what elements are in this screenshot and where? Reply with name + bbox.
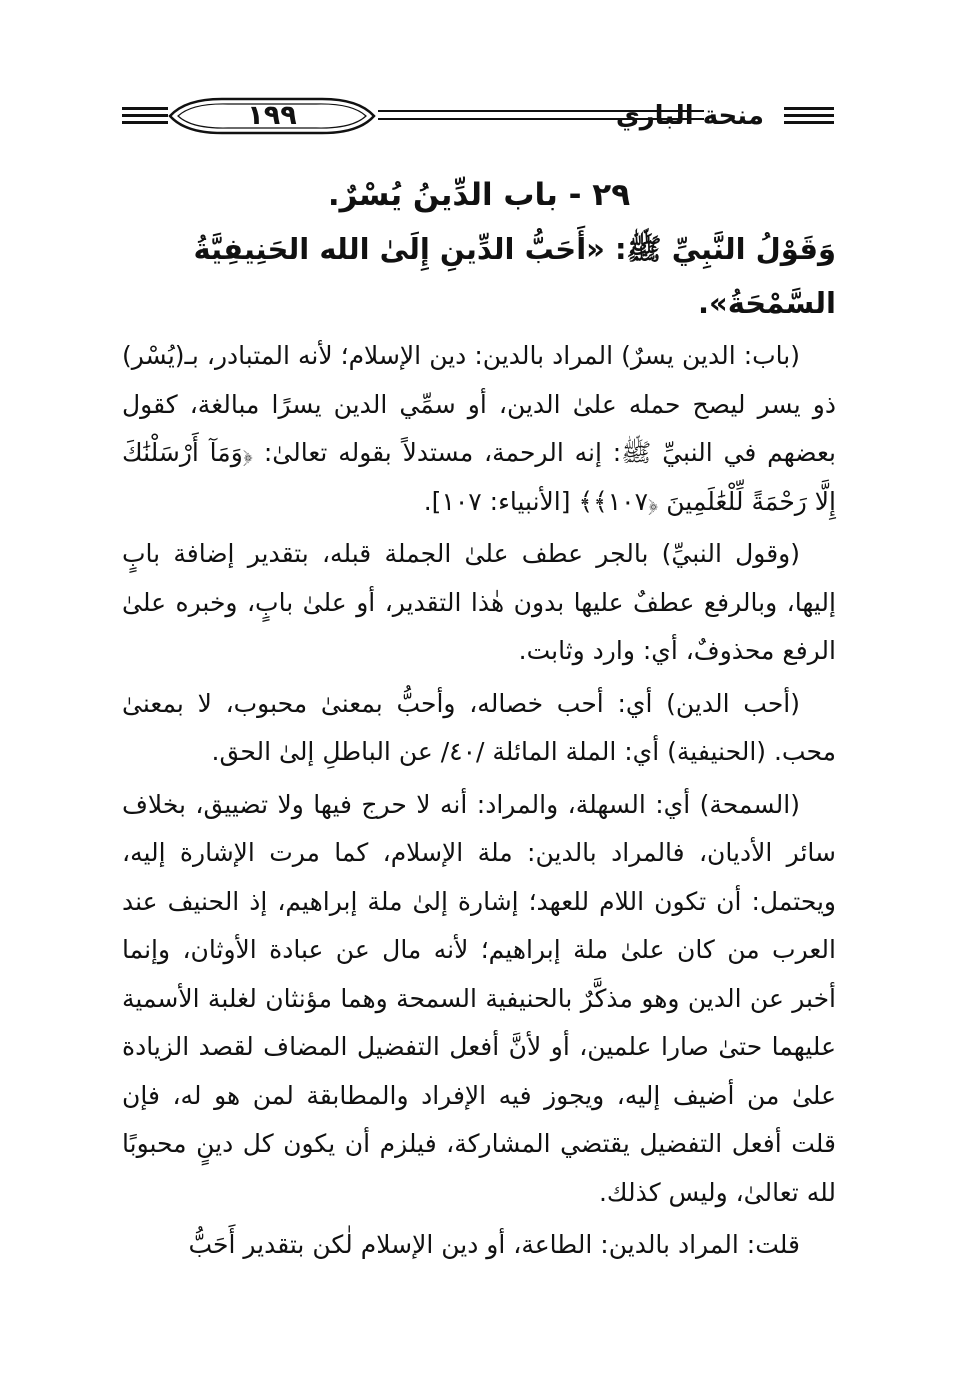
commentary-paragraph: قلت: المراد بالدين: الطاعة، أو دين الإسلام لٰكن بتقدير أَحَبُّ xyxy=(188,1230,800,1259)
commentary-paragraph: (وقول النبيِّ) بالجر عطف علىٰ الجملة قبله، بتقدير إضافة بابٍ إليها، وبالرفع عطفٌ عليها بدون هٰذا التقدير، أو علىٰ بابٍ، وخبره علىٰ الرفع محذوفٌ، أي: وارد وثابت. xyxy=(122,539,836,665)
page-number-badge xyxy=(166,96,378,136)
header-rule-left-2 xyxy=(122,114,168,117)
header-rule-right-2 xyxy=(784,114,834,117)
page-body xyxy=(122,168,836,1274)
commentary-paragraph: (باب: الدين يسرٌ) المراد بالدين: دين الإسلام؛ لأنه المتبادر، بـ(يُسْر) ذو يسر ليصح حمله علىٰ الدين، أو سمِّي الدين يسرًا مبالغة، كقول بعضهم في النبيِّ ﷺ: إنه الرحمة، مستدلاً بقوله تعالىٰ: ﴿وَمَآ أَرْسَلْنَٰكَ إِلَّا رَحْمَةً لِّلْعَٰلَمِينَ ﴿١٠٧﴾﴾ [الأنبياء: ١٠٧]. xyxy=(122,341,836,516)
commentary-paragraph: (أحب الدين) أي: أحب خصاله، وأحبُّ بمعنىٰ محبوب، لا بمعنىٰ محب. (الحنيفية) أي: الملة المائلة /٤٠/ عن الباطلِ إلىٰ الحق. xyxy=(122,688,836,766)
header-rule-left xyxy=(122,107,168,110)
header-rule-right xyxy=(784,107,834,110)
header-rule-right-3 xyxy=(784,121,834,124)
header-rule-left-3 xyxy=(122,121,168,124)
hadith-text: وَقَوْلُ النَّبِيِّ ﷺ: «أَحَبُّ الدِّينِ إِلَىٰ الله الحَنِيفِيَّةُ السَّمْحَةُ». xyxy=(193,232,836,320)
page-header xyxy=(122,94,834,138)
book-title: منحة الباري xyxy=(615,101,764,131)
commentary-paragraph: (السمحة) أي: السهلة، والمراد: أنه لا حرج فيها ولا تضييق، بخلاف سائر الأديان، فالمراد بالدين: ملة الإسلام، كما مرت الإشارة إليه، ويحتمل: أن تكون اللام للعهد؛ إشارة إلىٰ ملة إبراهيم، إذ الحنيف عند العرب من كان علىٰ ملة إبراهيم؛ لأنه مال عن عبادة الأوثان، وإنما أخبر عن الدين وهو مذكَّرٌ بالحنيفية السمحة وهما مؤنثان لغلبة الأسمية عليهما حتىٰ صارا علمين، أو لأنَّ أفعل التفضيل المضاف لقصد الزيادة علىٰ من أضيف إليه، ويجوز فيه الإفراد والمطابقة لمن هو له، فإن قلت أفعل التفضيل يقتضي المشاركة، فيلزم أن يكون كل دينٍ محبوبًا لله تعالىٰ، وليس كذلك. xyxy=(122,789,836,1207)
page-number: ١٩٩ xyxy=(247,100,297,131)
chapter-title: ٢٩ - باب الدِّينُ يُسْرٌ. xyxy=(327,177,631,213)
